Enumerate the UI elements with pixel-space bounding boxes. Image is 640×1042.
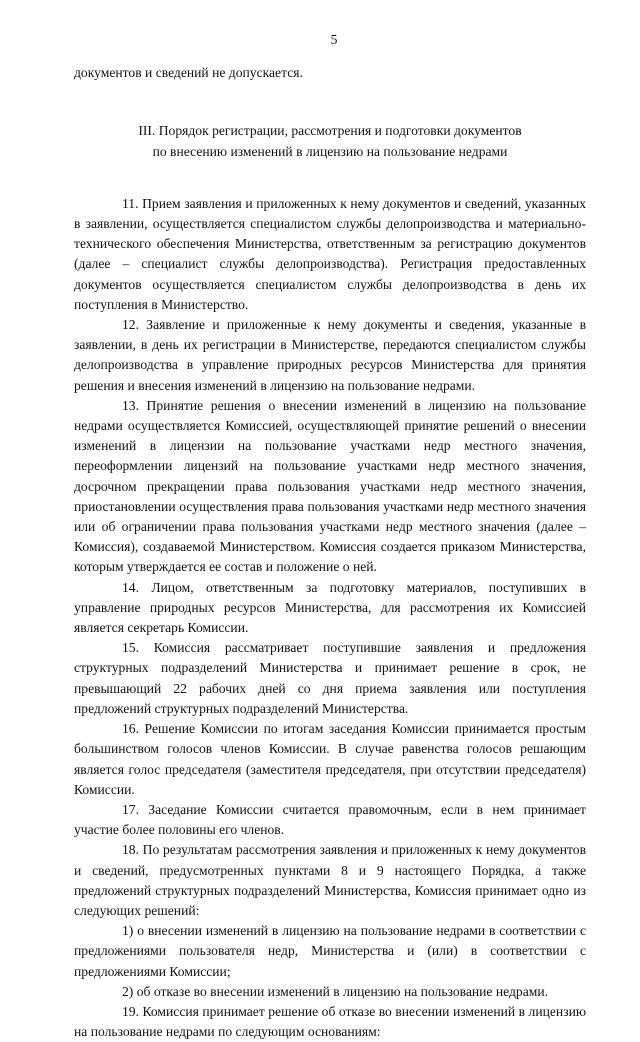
paragraph-11: 11. Прием заявления и приложенных к нему документов и сведений, указанных в заявлении, осуществляется специалистом службы делопроизводства и материально-технического обеспечения Министерства, ответственным за регистрацию документов (далее – специалист службы делопроизводства). Регистрация предоставленных документов осуществляется специалистом службы делопроизводства в день их поступления в Министерство.	[74, 195, 586, 312]
continued-text: документов и сведений не допускается.	[74, 65, 303, 81]
section-title-line-1: III. Порядок регистрации, рассмотрения и подготовки документов	[138, 123, 522, 139]
paragraph-16: 16. Решение Комиссии по итогам заседания Комиссии принимается простым большинством голосов членов Комиссии. В случае равенства голосов решающим является голос председателя (заместителя председателя, при отсутствии председателя) Комиссии.	[74, 721, 586, 797]
paragraph-18: 18. По результатам рассмотрения заявления и приложенных к нему документов и сведений, предусмотренных пунктами 8 и 9 настоящего Порядка, а также предложений структурных подразделений Министерства, Комиссия принимает одно из следующих решений:	[74, 842, 586, 918]
section-title-line-2: по внесению изменений в лицензию на пользование недрами	[152, 143, 508, 159]
paragraph-13: 13. Принятие решения о внесении изменений в лицензию на пользование недрами осуществляется Комиссией, осуществляющей принятие решений о внесении изменений в лицензии на пользование участками недр местного значения, переоформлении лицензий на пользование участками недр местного значения, досрочном прекращении права пользования участками недр местного значения, приостановлении осуществления права пользования участками недр местного значения или об ограничении права пользования участками недр местного значения (далее – Комиссия), создаваемой Министерством. Комиссия создается приказом Министерства, которым утверждается ее состав и положение о ней.	[74, 397, 586, 575]
paragraph-18-item-2: 2) об отказе во внесении изменений в лицензию на пользование недрами.	[122, 983, 549, 999]
paragraph-15: 15. Комиссия рассматривает поступившие заявления и предложения структурных подразделений Министерства и принимает решение в срок, не превышающий 22 рабочих дней со дня приема заявления или поступления предложений структурных подразделений Министерства.	[74, 640, 586, 716]
page-number: 5	[330, 32, 338, 47]
paragraph-19: 19. Комиссия принимает решение об отказе во внесении изменений в лицензию на пользование недрами по следующим основаниям:	[74, 1003, 586, 1040]
paragraph-17: 17. Заседание Комиссии считается правомочным, если в нем принимает участие более половины его членов.	[74, 801, 586, 838]
paragraph-12: 12. Заявление и приложенные к нему документы и сведения, указанные в заявлении, в день их регистрации в Министерстве, передаются специалистом службы делопроизводства в управление природных ресурсов Министерства для принятия решения и внесения изменений в лицензию на пользование недрами.	[74, 317, 586, 393]
document-page	[74, 30, 586, 1042]
paragraph-18-item-1: 1) о внесении изменений в лицензию на пользование недрами в соответствии с предложениями пользователя недр, Министерства и (или) в соответствии с предложениями Комиссии;	[74, 923, 586, 979]
paragraph-14: 14. Лицом, ответственным за подготовку материалов, поступивших в управление природных ресурсов Министерства, для рассмотрения их Комиссией является секретарь Комиссии.	[74, 579, 586, 636]
section-title	[74, 121, 586, 161]
